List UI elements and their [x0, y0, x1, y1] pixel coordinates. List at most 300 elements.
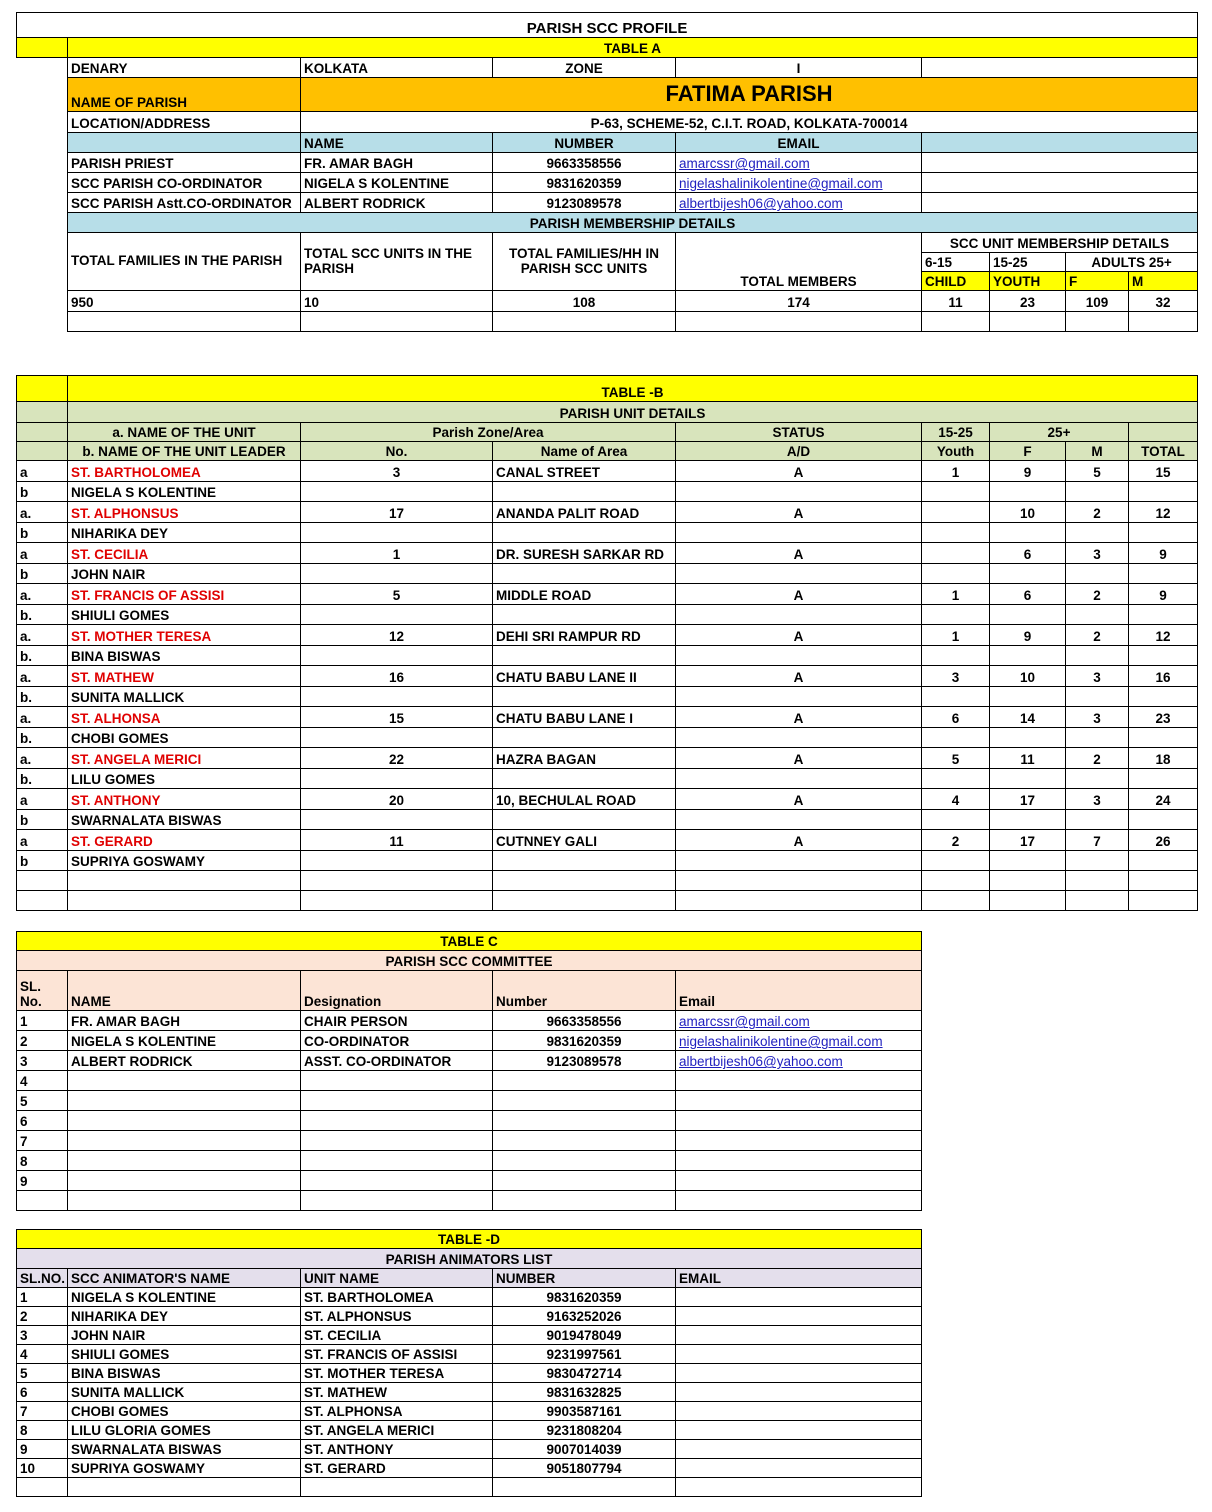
female-count: 17 [990, 830, 1066, 851]
phone-number: 9903587161 [493, 1402, 676, 1421]
email-link [676, 1171, 922, 1191]
male-count: 5 [1066, 461, 1129, 482]
unit-marker: a [17, 461, 68, 482]
youth-count: 6 [922, 707, 990, 728]
families-hh-value: 108 [493, 291, 676, 312]
leader-marker: b. [17, 687, 68, 707]
member-name [68, 1111, 301, 1131]
animator-name: LILU GLORIA GOMES [68, 1421, 301, 1440]
table-d-label: TABLE -D [17, 1230, 922, 1249]
area-name: HAZRA BAGAN [493, 748, 676, 769]
serial-number: 1 [17, 1011, 68, 1031]
cat-female: F [1066, 272, 1129, 291]
age-25-plus-header: 25+ [990, 423, 1129, 442]
serial-number: 3 [17, 1051, 68, 1071]
total-count: 18 [1129, 748, 1198, 769]
profile-title: PARISH SCC PROFILE [17, 13, 1198, 38]
area-name: MIDDLE ROAD [493, 584, 676, 605]
unit-name: ST. GERARD [68, 830, 301, 851]
leader-marker: b. [17, 605, 68, 625]
male-count: 3 [1066, 543, 1129, 564]
leader-row [17, 482, 1198, 502]
animator-name: NIHARIKA DEY [68, 1307, 301, 1326]
serial-number: 6 [17, 1383, 68, 1402]
table-c [16, 931, 922, 1211]
zone-number: 12 [301, 625, 493, 646]
animator-row [17, 1383, 922, 1402]
animator-row [17, 1326, 922, 1345]
total-count: 26 [1129, 830, 1198, 851]
email-link [676, 1131, 922, 1151]
col-number-header: NUMBER [493, 133, 676, 153]
unit-leader: JOHN NAIR [68, 564, 301, 584]
email-link[interactable]: albertbijesh06@yahoo.com [676, 1051, 922, 1071]
unit-row [17, 789, 1198, 810]
total-count: 15 [1129, 461, 1198, 482]
serial-number: 1 [17, 1288, 68, 1307]
serial-number: 4 [17, 1071, 68, 1091]
unit-name: ST. ANTHONY [301, 1440, 493, 1459]
table-c-subtitle: PARISH SCC COMMITTEE [17, 951, 922, 971]
unit-name: ST. FRANCIS OF ASSISI [68, 584, 301, 605]
serial-number: 7 [17, 1131, 68, 1151]
email-cell [676, 1345, 922, 1364]
table-d-subtitle: PARISH ANIMATORS LIST [17, 1249, 922, 1269]
empty-row [17, 871, 1198, 891]
youth-count [922, 502, 990, 523]
phone-number: 9019478049 [493, 1326, 676, 1345]
cat-child: CHILD [922, 272, 990, 291]
phone-number [493, 1131, 676, 1151]
zone-number: 11 [301, 830, 493, 851]
leader-row [17, 646, 1198, 666]
designation [301, 1071, 493, 1091]
email-link [676, 1071, 922, 1091]
contact-email-link[interactable]: nigelashalinikolentine@gmail.com [676, 173, 922, 193]
animator-name: SUPRIYA GOSWAMY [68, 1459, 301, 1478]
no-header: No. [20, 994, 42, 1010]
committee-row [17, 1031, 922, 1051]
phone-number: 9830472714 [493, 1364, 676, 1383]
table-a [16, 12, 1198, 332]
membership-header: PARISH MEMBERSHIP DETAILS [68, 213, 1198, 233]
female-count: 9 [990, 461, 1066, 482]
serial-number: 5 [17, 1091, 68, 1111]
status-header: STATUS [676, 423, 922, 442]
animator-name: BINA BISWAS [68, 1364, 301, 1383]
member-name [68, 1071, 301, 1091]
member-name [68, 1151, 301, 1171]
female-count: 17 [990, 789, 1066, 810]
email-cell [676, 1326, 922, 1345]
area-name-header: Name of Area [493, 442, 676, 461]
animator-name: SWARNALATA BISWAS [68, 1440, 301, 1459]
phone-number: 9231808204 [493, 1421, 676, 1440]
total-units-header: TOTAL SCC UNITS IN THE PARISH [301, 233, 493, 291]
email-cell [676, 1383, 922, 1402]
area-name: ANANDA PALIT ROAD [493, 502, 676, 523]
zone-number: 17 [301, 502, 493, 523]
table-b-subtitle: PARISH UNIT DETAILS [68, 402, 1198, 423]
leader-marker: b [17, 523, 68, 543]
table-d [16, 1229, 922, 1497]
leader-row [17, 564, 1198, 584]
phone-number [493, 1111, 676, 1131]
unit-leader: LILU GOMES [68, 769, 301, 789]
serial-number: 2 [17, 1307, 68, 1326]
email-cell [676, 1421, 922, 1440]
table-a-label: TABLE A [68, 38, 1198, 58]
unit-name: ST. ALPHONSUS [301, 1307, 493, 1326]
unit-status: A [676, 461, 922, 482]
contact-role: PARISH PRIEST [68, 153, 301, 173]
female-header: F [990, 442, 1066, 461]
unit-row [17, 543, 1198, 564]
email-link[interactable]: amarcssr@gmail.com [676, 1011, 922, 1031]
unit-leader: SHIULI GOMES [68, 605, 301, 625]
contact-row [17, 173, 1198, 193]
unit-name: ST. ANTHONY [68, 789, 301, 810]
unit-leader: SWARNALATA BISWAS [68, 810, 301, 830]
member-name: NIGELA S KOLENTINE [68, 1031, 301, 1051]
animator-row [17, 1364, 922, 1383]
animator-name: CHOBI GOMES [68, 1402, 301, 1421]
leader-row [17, 523, 1198, 543]
youth-count: 1 [922, 461, 990, 482]
unit-status: A [676, 789, 922, 810]
unit-status: A [676, 748, 922, 769]
leader-marker: b. [17, 728, 68, 748]
zone-number: 20 [301, 789, 493, 810]
leader-row [17, 851, 1198, 871]
leader-row [17, 769, 1198, 789]
animator-row [17, 1345, 922, 1364]
total-header: TOTAL [1129, 442, 1198, 461]
unit-name: ST. MOTHER TERESA [301, 1364, 493, 1383]
total-count: 9 [1129, 543, 1198, 564]
phone-number: 9123089578 [493, 1051, 676, 1071]
animator-row [17, 1288, 922, 1307]
number-header: NUMBER [493, 1269, 676, 1288]
phone-number: 9831620359 [493, 1288, 676, 1307]
contact-number: 9663358556 [493, 153, 676, 173]
designation: CHAIR PERSON [301, 1011, 493, 1031]
committee-row [17, 1051, 922, 1071]
male-header: M [1066, 442, 1129, 461]
email-cell [676, 1440, 922, 1459]
animator-row [17, 1421, 922, 1440]
total-count: 12 [1129, 625, 1198, 646]
denary-label: DENARY [68, 58, 301, 78]
email-cell [676, 1459, 922, 1478]
member-name: FR. AMAR BAGH [68, 1011, 301, 1031]
total-count: 24 [1129, 789, 1198, 810]
denary-value: KOLKATA [301, 58, 493, 78]
total-count: 23 [1129, 707, 1198, 728]
contact-number: 9831620359 [493, 173, 676, 193]
email-cell [676, 1364, 922, 1383]
unit-status: A [676, 830, 922, 851]
unit-row [17, 748, 1198, 769]
youth-count: 5 [922, 748, 990, 769]
male-count: 3 [1066, 707, 1129, 728]
zone-area-header: Parish Zone/Area [301, 423, 676, 442]
contact-name: ALBERT RODRICK [301, 193, 493, 213]
zone-label: ZONE [493, 58, 676, 78]
serial-number: 3 [17, 1326, 68, 1345]
animator-row [17, 1459, 922, 1478]
designation [301, 1171, 493, 1191]
animator-name-header: SCC ANIMATOR'S NAME [68, 1269, 301, 1288]
address-label: LOCATION/ADDRESS [68, 112, 301, 133]
unit-marker: a [17, 830, 68, 851]
female-count: 6 [990, 584, 1066, 605]
zone-value: I [676, 58, 922, 78]
zone-number: 22 [301, 748, 493, 769]
email-link [676, 1111, 922, 1131]
families-hh-header: TOTAL FAMILIES/HH IN PARISH SCC UNITS [493, 233, 676, 291]
unit-name: ST. GERARD [301, 1459, 493, 1478]
unit-marker: a. [17, 584, 68, 605]
animator-name: JOHN NAIR [68, 1326, 301, 1345]
unit-name: ST. MOTHER TERESA [68, 625, 301, 646]
child-value: 11 [922, 291, 990, 312]
animator-name: SHIULI GOMES [68, 1345, 301, 1364]
unit-status: A [676, 543, 922, 564]
member-name [68, 1131, 301, 1151]
unit-leader: SUNITA MALLICK [68, 687, 301, 707]
phone-number: 9163252026 [493, 1307, 676, 1326]
phone-number: 9051807794 [493, 1459, 676, 1478]
total-units-value: 10 [301, 291, 493, 312]
male-count: 3 [1066, 789, 1129, 810]
unit-marker: a [17, 789, 68, 810]
contact-row [17, 193, 1198, 213]
leader-row [17, 605, 1198, 625]
unit-name: ST. MATHEW [68, 666, 301, 687]
area-name: DR. SURESH SARKAR RD [493, 543, 676, 564]
phone-number [493, 1171, 676, 1191]
address-value: P-63, SCHEME-52, C.I.T. ROAD, KOLKATA-700014 [301, 112, 1198, 133]
unit-name-header: UNIT NAME [301, 1269, 493, 1288]
table-c-label: TABLE C [17, 932, 922, 951]
leader-row [17, 810, 1198, 830]
contact-name: FR. AMAR BAGH [301, 153, 493, 173]
phone-number: 9831620359 [493, 1031, 676, 1051]
unit-status: A [676, 625, 922, 646]
committee-row [17, 1011, 922, 1031]
committee-row [17, 1091, 922, 1111]
parish-name-label: NAME OF PARISH [68, 78, 301, 112]
age-15-25: 15-25 [990, 253, 1066, 272]
female-value: 109 [1066, 291, 1129, 312]
unit-name: ST. ANGELA MERICI [68, 748, 301, 769]
designation-header: Designation [301, 971, 493, 1011]
number-header: Number [493, 971, 676, 1011]
contact-row [17, 153, 1198, 173]
empty-row [17, 1478, 922, 1497]
unit-name: ST. BARTHOLOMEA [301, 1288, 493, 1307]
leader-marker: b [17, 482, 68, 502]
designation: CO-ORDINATOR [301, 1031, 493, 1051]
age-15-25-header: 15-25 [922, 423, 990, 442]
total-count: 12 [1129, 502, 1198, 523]
female-count: 10 [990, 666, 1066, 687]
total-members-header: TOTAL MEMBERS [676, 233, 922, 291]
area-name: CUTNNEY GALI [493, 830, 676, 851]
member-name [68, 1091, 301, 1111]
area-name: CHATU BABU LANE II [493, 666, 676, 687]
unit-status: A [676, 666, 922, 687]
total-count: 16 [1129, 666, 1198, 687]
unit-name: ST. ANGELA MERICI [301, 1421, 493, 1440]
youth-count: 2 [922, 830, 990, 851]
table-b [16, 375, 1198, 911]
empty-row [17, 891, 1198, 911]
serial-number: 8 [17, 1151, 68, 1171]
unit-name: ST. CECILIA [301, 1326, 493, 1345]
unit-name: ST. FRANCIS OF ASSISI [301, 1345, 493, 1364]
area-name: DEHI SRI RAMPUR RD [493, 625, 676, 646]
unit-leader: SUPRIYA GOSWAMY [68, 851, 301, 871]
serial-number: 6 [17, 1111, 68, 1131]
serial-number: 5 [17, 1364, 68, 1383]
member-name: ALBERT RODRICK [68, 1051, 301, 1071]
unit-leader: NIHARIKA DEY [68, 523, 301, 543]
contact-email-link[interactable]: amarcssr@gmail.com [676, 153, 922, 173]
leader-marker: b [17, 810, 68, 830]
leader-row [17, 728, 1198, 748]
serial-number: 8 [17, 1421, 68, 1440]
age-6-15: 6-15 [922, 253, 990, 272]
unit-name: ST. ALHONSA [68, 707, 301, 728]
youth-value: 23 [990, 291, 1066, 312]
serial-number: 4 [17, 1345, 68, 1364]
animator-row [17, 1402, 922, 1421]
unit-name: ST. CECILIA [68, 543, 301, 564]
unit-leader: CHOBI GOMES [68, 728, 301, 748]
unit-status: A [676, 502, 922, 523]
animator-name: SUNITA MALLICK [68, 1383, 301, 1402]
zone-number: 1 [301, 543, 493, 564]
table-b-label: TABLE -B [68, 376, 1198, 402]
total-count: 9 [1129, 584, 1198, 605]
animator-row [17, 1440, 922, 1459]
sl-header: SL. [20, 979, 42, 995]
zone-number: 16 [301, 666, 493, 687]
unit-row [17, 830, 1198, 851]
unit-leader: BINA BISWAS [68, 646, 301, 666]
serial-number: 9 [17, 1171, 68, 1191]
youth-header: Youth [922, 442, 990, 461]
email-cell [676, 1402, 922, 1421]
committee-row [17, 1131, 922, 1151]
unit-row [17, 584, 1198, 605]
designation [301, 1151, 493, 1171]
contact-name: NIGELA S KOLENTINE [301, 173, 493, 193]
animator-name: NIGELA S KOLENTINE [68, 1288, 301, 1307]
phone-number [493, 1151, 676, 1171]
col-email-header: EMAIL [676, 133, 922, 153]
male-count: 2 [1066, 748, 1129, 769]
youth-count: 4 [922, 789, 990, 810]
designation [301, 1111, 493, 1131]
unit-name-header: a. NAME OF THE UNIT [68, 423, 301, 442]
committee-row [17, 1071, 922, 1091]
leader-marker: b. [17, 646, 68, 666]
unit-name: ST. ALPHONSA [301, 1402, 493, 1421]
phone-number: 9663358556 [493, 1011, 676, 1031]
youth-count: 3 [922, 666, 990, 687]
phone-number: 9831632825 [493, 1383, 676, 1402]
unit-row [17, 666, 1198, 687]
male-count: 2 [1066, 584, 1129, 605]
unit-marker: a. [17, 666, 68, 687]
male-count: 3 [1066, 666, 1129, 687]
zone-number: 5 [301, 584, 493, 605]
area-name: 10, BECHULAL ROAD [493, 789, 676, 810]
animator-row [17, 1307, 922, 1326]
email-header: Email [676, 971, 922, 1011]
name-header: NAME [68, 971, 301, 1011]
male-count: 2 [1066, 625, 1129, 646]
youth-count [922, 543, 990, 564]
unit-name: ST. ALPHONSUS [68, 502, 301, 523]
ad-header: A/D [676, 442, 922, 461]
zone-number: 15 [301, 707, 493, 728]
unit-marker: a. [17, 748, 68, 769]
zone-number: 3 [301, 461, 493, 482]
email-header: EMAIL [676, 1269, 922, 1288]
area-name: CANAL STREET [493, 461, 676, 482]
youth-count: 1 [922, 625, 990, 646]
unit-status: A [676, 707, 922, 728]
serial-number: 10 [17, 1459, 68, 1478]
unit-marker: a. [17, 502, 68, 523]
unit-row [17, 461, 1198, 482]
female-count: 10 [990, 502, 1066, 523]
youth-count: 1 [922, 584, 990, 605]
designation [301, 1091, 493, 1111]
member-name [68, 1171, 301, 1191]
email-link [676, 1091, 922, 1111]
email-cell [676, 1307, 922, 1326]
contact-email-link[interactable]: albertbijesh06@yahoo.com [676, 193, 922, 213]
contact-role: SCC PARISH CO-ORDINATOR [68, 173, 301, 193]
female-count: 6 [990, 543, 1066, 564]
phone-number: 9231997561 [493, 1345, 676, 1364]
committee-row [17, 1111, 922, 1131]
leader-marker: b. [17, 769, 68, 789]
male-count: 2 [1066, 502, 1129, 523]
leader-row [17, 687, 1198, 707]
contact-number: 9123089578 [493, 193, 676, 213]
leader-marker: b [17, 851, 68, 871]
unit-marker: a. [17, 625, 68, 646]
age-adults: ADULTS 25+ [1066, 253, 1198, 272]
area-name: CHATU BABU LANE I [493, 707, 676, 728]
committee-row [17, 1151, 922, 1171]
unit-marker: a [17, 543, 68, 564]
email-link [676, 1151, 922, 1171]
committee-row [17, 1171, 922, 1191]
email-link[interactable]: nigelashalinikolentine@gmail.com [676, 1031, 922, 1051]
total-families-value: 950 [68, 291, 301, 312]
female-count: 14 [990, 707, 1066, 728]
unit-leader: NIGELA S KOLENTINE [68, 482, 301, 502]
phone-number [493, 1071, 676, 1091]
unit-name: ST. BARTHOLOMEA [68, 461, 301, 482]
